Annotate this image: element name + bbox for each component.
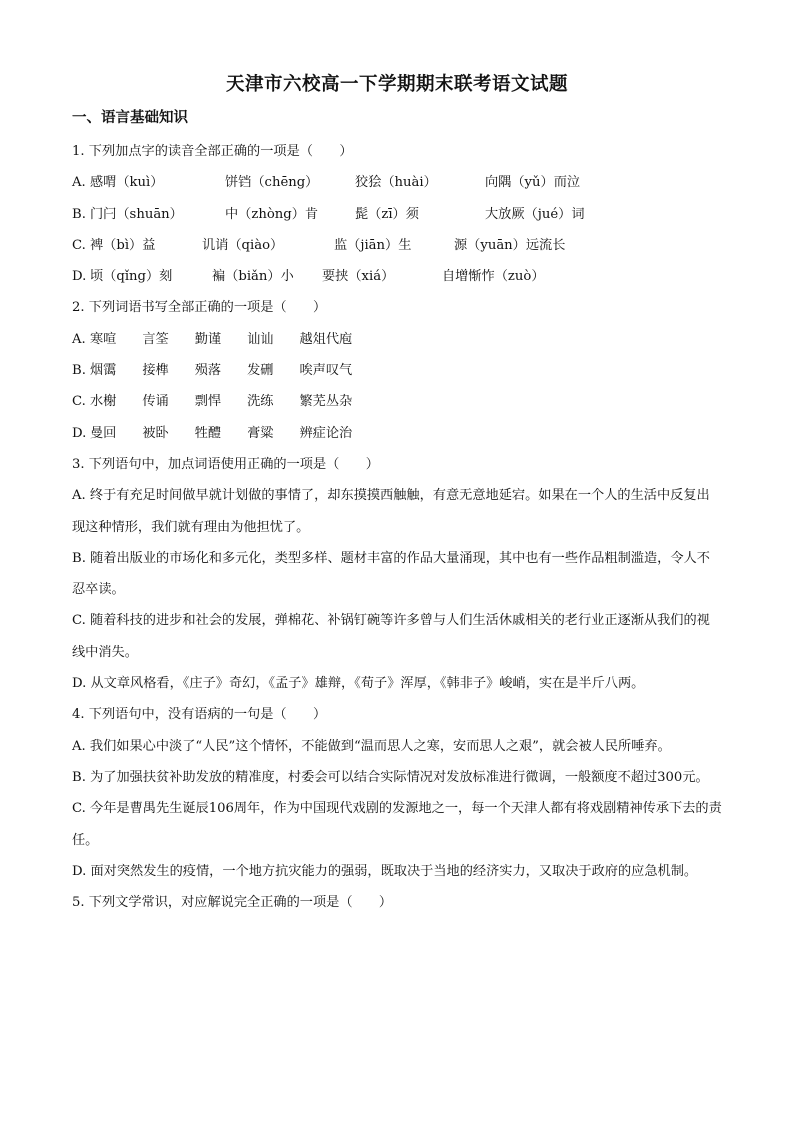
question-1-stem: 1. 下列加点字的读音全部正确的一项是（ ）: [72, 144, 353, 159]
section-heading: 一、语言基础知识: [72, 110, 188, 126]
option-item: 寒喧: [90, 331, 117, 347]
option-letter: A.: [72, 738, 86, 754]
option-item: 向隅（yǔ）而泣: [485, 175, 581, 191]
option-letter: D.: [72, 676, 87, 692]
option-item: 顷（qǐng）刻: [90, 269, 173, 285]
option-text: 终于有充足时间做早就计划做的事情了，却东摸摸西触触，有意无意地延宕。如果在一个人的生活中反复出现这种情形，我们就有理由为他担忧了。: [72, 488, 710, 535]
question-3-option-b: [72, 543, 722, 606]
option-item: 膏粱: [247, 425, 274, 441]
option-item: 辨症论治: [299, 425, 353, 441]
option-item: 大放厥（jué）词: [485, 206, 585, 222]
option-item: 发硎: [247, 363, 274, 379]
option-item: 剽悍: [194, 394, 222, 410]
option-item: 中（zhòng）肯: [225, 206, 319, 222]
option-item: 源（yuān）远流长: [454, 237, 566, 253]
option-item: 勤谨: [194, 331, 222, 347]
option-letter: D.: [72, 863, 87, 879]
question-5-stem: 5. 下列文学常识，对应解说完全正确的一项是（ ）: [72, 895, 393, 911]
option-item: 水榭: [90, 394, 117, 410]
page-title: 天津市六校高一下学期期末联考语文试题: [225, 74, 568, 95]
option-text: 随着科技的进步和社会的发展，弹棉花、补锅钉碗等许多曾与人们生活休戚相关的老行业正逐渐从我们的视线中消失。: [72, 613, 710, 660]
option-letter: A.: [72, 175, 86, 191]
question-list: [72, 136, 722, 918]
option-letter: B.: [72, 550, 86, 566]
option-item: 自增惭怍（zuò）: [442, 269, 545, 285]
question-2-option-b: [72, 355, 722, 386]
option-letter: A.: [72, 488, 86, 504]
option-item: 牲醴: [194, 425, 222, 441]
option-item: 越俎代庖: [299, 331, 353, 347]
option-letter: B.: [72, 363, 86, 379]
option-letter: C.: [72, 801, 86, 817]
option-text: 今年是曹禺先生诞辰106周年，作为中国现代戏剧的发源地之一，每一个天津人都有将戏剧精神传承下去的责任。: [72, 801, 722, 848]
option-item: 唉声叹气: [299, 363, 353, 379]
option-item: 繁芜丛杂: [299, 394, 353, 410]
option-item: 髭（zī）须: [355, 206, 419, 222]
question-1-option-c: [72, 230, 722, 261]
question-3-option-d: [72, 668, 722, 699]
question-3-stem: 3. 下列语句中，加点词语使用正确的一项是（ ）: [72, 456, 379, 472]
option-item: 烟霭: [90, 363, 117, 379]
option-item: 要挟（xiá）: [322, 269, 395, 285]
question-4-option-d: [72, 856, 722, 887]
question-2-option-d: [72, 418, 722, 449]
question-4-option-b: [72, 762, 722, 793]
question-4-option-a: [72, 731, 722, 762]
option-item: 饼铛（chēng）: [225, 175, 319, 191]
option-item: 门闩（shuān）: [90, 206, 183, 222]
option-item: 曼回: [90, 425, 117, 441]
option-item: 狡狯（huài）: [355, 175, 437, 191]
option-item: 讥诮（qiào）: [202, 237, 284, 253]
option-text: 为了加强扶贫补助发放的精准度，村委会可以结合实际情况对发放标准进行微调，一般额度不超过300元。: [90, 769, 709, 785]
option-item: 殒落: [194, 363, 222, 379]
question-2-option-a: [72, 324, 722, 355]
question-1-option-a: [72, 167, 722, 198]
option-item: 感喟（kuì）: [90, 175, 164, 191]
question-4-option-c: [72, 793, 722, 856]
question-3-option-a: [72, 480, 722, 543]
option-letter: D.: [72, 425, 87, 441]
option-item: 被卧: [142, 425, 169, 441]
option-text: 从文章风格看，《庄子》奇幻，《孟子》雄辩，《荀子》浑厚，《韩非子》峻峭，实在是半斤八两。: [90, 676, 645, 692]
option-item: 裨（bì）益: [90, 237, 156, 253]
option-letter: C.: [72, 237, 86, 253]
question-1-option-d: [72, 261, 722, 292]
question-4-stem: 4. 下列语句中，没有语病的一句是（ ）: [72, 707, 327, 723]
option-text: 面对突然发生的疫情，一个地方抗灾能力的强弱，既取决于当地的经济实力，又取决于政府的应急机制。: [90, 863, 698, 879]
option-letter: D.: [72, 269, 87, 285]
option-letter: A.: [72, 331, 86, 347]
question-2-stem: 2. 下列词语书写全部正确的一项是（ ）: [72, 300, 327, 316]
option-letter: C.: [72, 613, 86, 629]
question-3-option-c: [72, 605, 722, 668]
option-text: 我们如果心中淡了“人民”这个情怀，不能做到“温而思人之寒，安而思人之艰”，就会被人民所唾弃。: [89, 738, 671, 754]
option-letter: B.: [72, 206, 86, 222]
option-item: 洗练: [247, 394, 274, 410]
option-item: 褊（biǎn）小: [212, 269, 294, 285]
option-item: 传诵: [142, 394, 169, 410]
option-letter: C.: [72, 394, 86, 410]
option-letter: B.: [72, 769, 86, 785]
question-1-option-b: [72, 199, 722, 230]
question-2-option-c: [72, 386, 722, 417]
option-text: 随着出版业的市场化和多元化，类型多样、题材丰富的作品大量涌现，其中也有一些作品粗制滥造，令人不忍卒读。: [72, 550, 710, 598]
option-item: 接榫: [142, 363, 169, 379]
option-item: 监（jiān）生: [334, 237, 412, 253]
option-item: 言筌: [142, 331, 169, 347]
option-item: 讪讪: [247, 331, 274, 347]
